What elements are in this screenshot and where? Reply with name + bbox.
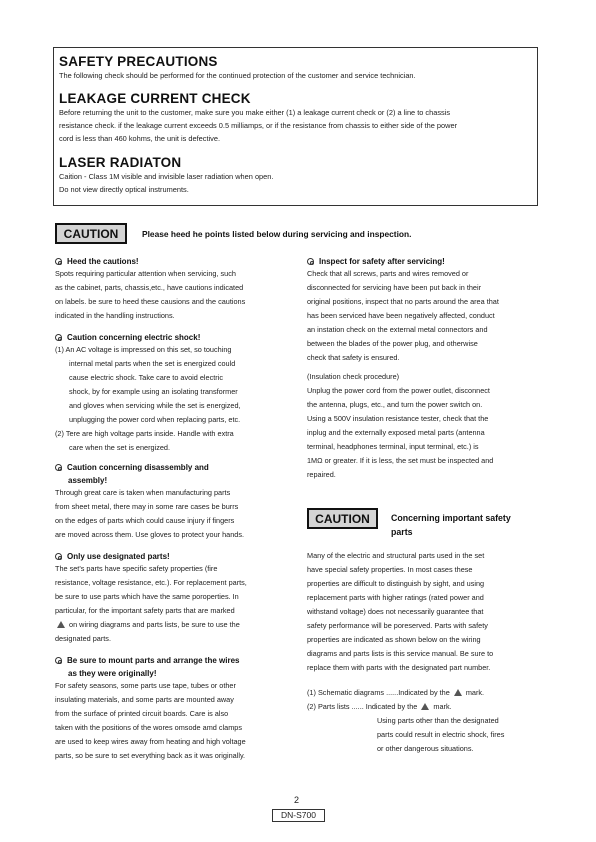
heed-section-heading <box>55 257 286 266</box>
double-circle-icon <box>55 553 62 560</box>
text-line: parts could result in electric shock, fires <box>377 730 505 739</box>
text-line: on labels. be sure to heed these causions and the cautions <box>55 297 246 306</box>
important-safety-heading <box>391 511 511 539</box>
safety-precautions-title: SAFETY PRECAUTIONS <box>59 54 218 69</box>
text-line: Many of the electric and structural parts used in the set <box>307 551 485 560</box>
warning-triangle-icon <box>421 703 429 710</box>
text-fragment: (1) Schematic diagrams ......Indicated by the <box>307 688 450 697</box>
leakage-line: Before returning the unit to the customer, make sure you make either (1) a leakage current check or (2) a line to chassis <box>59 108 451 117</box>
text-line: designated parts. <box>55 634 111 643</box>
text-line: has been serviced have been negatively affected, conduct <box>307 311 495 320</box>
mount-paragraph <box>55 679 286 763</box>
text-line <box>55 618 286 632</box>
text-line: Using parts other than the designated <box>377 716 499 725</box>
text-line: on the edges of parts which could cause injury if fingers <box>55 516 235 525</box>
text-line: (1) An AC voltage is impressed on this set, so touching <box>55 345 232 354</box>
laser-radiation-text <box>59 170 273 196</box>
text-fragment: mark. <box>465 688 485 697</box>
text-line: safety performance will be poreserved. Parts with safety <box>307 621 488 630</box>
text-line: check that safety is ensured. <box>307 353 400 362</box>
text-line: and gloves when servicing while the set is energized, <box>69 401 241 410</box>
mount-title-line2: as they were originally! <box>68 669 157 678</box>
text-line: Using a 500V insulation resistance tester, check that the <box>307 414 489 423</box>
text-line: insulating materials, and some parts are mounted away <box>55 695 234 704</box>
text-line: have special safety properties. In most cases these <box>307 565 473 574</box>
text-line: original positions, inspect that no parts around the area that <box>307 297 499 306</box>
laser-line: Do not view directly optical instruments. <box>59 185 189 194</box>
text-fragment: on wiring diagrams and parts lists, be sure to use the <box>69 620 240 629</box>
double-circle-icon <box>55 464 62 471</box>
text-line: Through great care is taken when manufacturing parts <box>55 488 231 497</box>
important-paragraph <box>307 549 538 675</box>
text-line: For safety seasons, some parts use tape, tubes or other <box>55 681 236 690</box>
designated-section-heading <box>55 552 286 561</box>
text-line: resistance, voltage resistance, etc.). For replacement parts, <box>55 578 247 587</box>
text-line: replacement parts with higher ratings (rated power and <box>307 593 484 602</box>
insulation-paragraph <box>307 370 538 482</box>
shock-paragraph <box>55 343 286 455</box>
mount-section-heading <box>55 656 286 665</box>
disassembly-section-heading <box>55 463 286 472</box>
text-line: Unplug the power cord from the power outlet, disconnect <box>307 386 490 395</box>
disassembly-title-line2: assembly! <box>68 476 108 485</box>
text-line: disconnected for servicing have been put back in their <box>307 283 482 292</box>
text-line: terminal, headphones terminal, input terminal, etc.) is <box>307 442 479 451</box>
designated-paragraph <box>55 562 286 646</box>
text-line: diagrams and parts lists is this service manual. Be sure to <box>307 649 494 658</box>
text-line: cause electric shock. Take care to avoid electric <box>69 373 223 382</box>
text-fragment: (2) Parts lists ...... Indicated by the <box>307 702 418 711</box>
text-line: between the blades of the power plug, and otherwise <box>307 339 478 348</box>
inspect-paragraph <box>307 267 538 365</box>
partslist-line <box>307 700 538 714</box>
text-line: from the surface of printed circuit boards. Care is also <box>55 709 229 718</box>
safety-precautions-text: The following check should be performed for the continued protection of the customer and service technician. <box>59 71 416 80</box>
text-line: properties are indicated as shown below on the wiring <box>307 635 481 644</box>
model-number: DN-S700 <box>272 809 325 822</box>
caution-bar-text: Please heed he points listed below during servicing and inspection. <box>142 229 412 239</box>
double-circle-icon <box>55 334 62 341</box>
text-line: parts, so be sure to set everything back as it was originally. <box>55 751 246 760</box>
text-line: from sheet metal, there may in some rare cases be burrs <box>55 502 239 511</box>
text-line: The set's parts have specific safety properties (fire <box>55 564 218 573</box>
text-line: as the cabinet, parts, chassis,etc., have cautions indicated <box>55 283 244 292</box>
text-line: repaired. <box>307 470 336 479</box>
text-line: inplug and the externally exposed metal parts (antenna <box>307 428 485 437</box>
text-line: 1MΩ or greater. If it is less, the set must be inspected and <box>307 456 494 465</box>
text-line: shock, by for example using an isolating transformer <box>69 387 238 396</box>
double-circle-icon <box>307 258 314 265</box>
text-line: Spots requiring particular attention when servicing, such <box>55 269 236 278</box>
right-column <box>307 257 538 482</box>
inspect-section-heading <box>307 257 538 266</box>
text-line: internal metal parts when the set is energized could <box>69 359 236 368</box>
important-title-line2: parts <box>391 527 413 537</box>
double-circle-icon <box>55 258 62 265</box>
heed-title: Heed the cautions! <box>67 257 139 266</box>
text-line: are used to keep wires away from heating and high voltage <box>55 737 246 746</box>
text-line: properties are difficult to distinguish by sight, and using <box>307 579 485 588</box>
text-line: be sure to use parts which have the same poroperties. In <box>55 592 239 601</box>
laser-radiation-title: LASER RADIATON <box>59 155 182 170</box>
leakage-line: resistance check. if the leakage current exceeds 0.5 milliamps, or if the resistance from chassis to either side of the power <box>59 121 458 130</box>
text-line: an instation check on the external metal connectors and <box>307 325 488 334</box>
heed-paragraph <box>55 267 286 323</box>
text-line: (Insulation check procedure) <box>307 372 400 381</box>
laser-line: Caition - Class 1M visible and invisible laser radiation when open. <box>59 172 274 181</box>
inspect-title: Inspect for safety after servicing! <box>319 257 445 266</box>
text-fragment: mark. <box>433 702 452 711</box>
warning-triangle-icon <box>454 689 462 696</box>
schematic-line <box>307 686 538 700</box>
text-line: the antenna, plugs, etc., and turn the power switch on. <box>307 400 483 409</box>
shock-section-heading <box>55 333 286 342</box>
leakage-line: cord is less than 460 kohms, the unit is defective. <box>59 134 221 143</box>
disassembly-paragraph <box>55 486 286 542</box>
leakage-current-title: LEAKAGE CURRENT CHECK <box>59 91 251 106</box>
text-line: care when the set is energized. <box>69 443 170 452</box>
double-circle-icon <box>55 657 62 664</box>
text-line: taken with the positions of the wores omsode amd clamps <box>55 723 242 732</box>
text-line: indicated in the handling instructions. <box>55 311 175 320</box>
designated-title: Only use designated parts! <box>67 552 170 561</box>
page-number: 2 <box>294 795 300 805</box>
caution-label: CAUTION <box>55 223 127 244</box>
text-line: replace them with parts with the designated part number. <box>307 663 491 672</box>
leakage-current-text <box>59 106 457 145</box>
text-line: are moved across them. Use gloves to protect your hands. <box>55 530 244 539</box>
warning-triangle-icon <box>57 621 65 628</box>
text-line: or other dangerous situations. <box>377 744 474 753</box>
mark-list <box>307 686 538 756</box>
text-line: unplugging the power cord when replacing parts, etc. <box>69 415 241 424</box>
text-line: particular, for the important safety parts that are marked <box>55 606 235 615</box>
disassembly-title: Caution concerning disassembly and <box>67 463 209 472</box>
text-line: Check that all screws, parts and wires removed or <box>307 269 469 278</box>
caution-label-important: CAUTION <box>307 508 378 529</box>
left-column <box>55 257 286 763</box>
text-line: (2) Tere are high voltage parts inside. Handle with extra <box>55 429 234 438</box>
shock-title: Caution concerning electric shock! <box>67 333 201 342</box>
text-line: withstand voltage) does not necessarily guarantee that <box>307 607 484 616</box>
important-title-line1: Concerning important safety <box>391 513 511 523</box>
mount-title: Be sure to mount parts and arrange the wires <box>67 656 240 665</box>
